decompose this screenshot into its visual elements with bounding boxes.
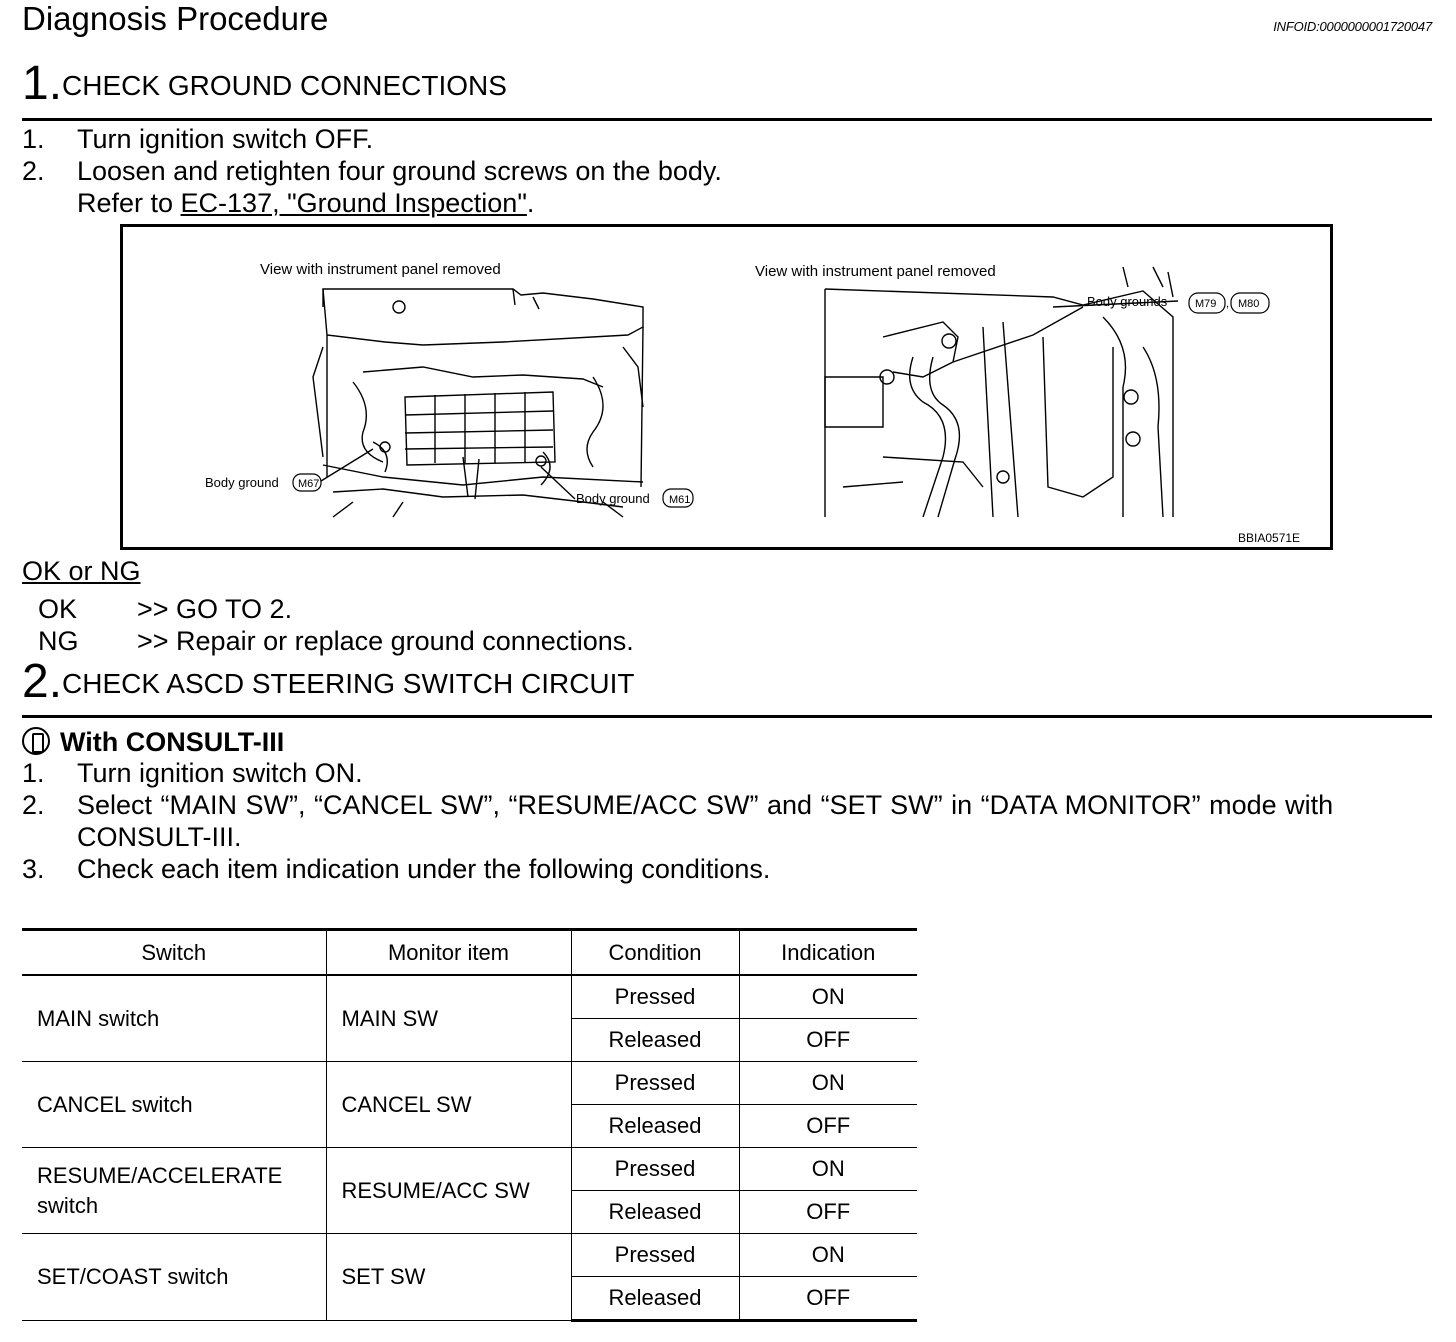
table-row (22, 1062, 917, 1105)
ground-location-figure (120, 224, 1333, 550)
condition-cell: Released (571, 1277, 739, 1321)
switch-cell: SET/COAST switch (22, 1234, 326, 1321)
header-indication: Indication (739, 930, 917, 976)
switch-cell: CANCEL switch (22, 1062, 326, 1148)
switch-cell: MAIN switch (22, 975, 326, 1062)
indication-cell: OFF (739, 1277, 917, 1321)
step2-item-1: 1. Turn ignition switch ON. (22, 758, 363, 788)
condition-cell: Released (571, 1191, 739, 1234)
condition-cell: Pressed (571, 1062, 739, 1105)
step2-heading (22, 655, 635, 708)
table-row (22, 1234, 917, 1277)
ground-inspection-link[interactable]: EC-137, "Ground Inspection" (180, 188, 527, 218)
monitor-cell: RESUME/ACC SW (326, 1148, 571, 1234)
header-switch: Switch (22, 930, 326, 976)
result-ok: OK >> GO TO 2. (38, 594, 293, 624)
indication-cell: ON (739, 975, 917, 1019)
label-body-ground-m67: Body ground (205, 475, 279, 490)
table-row (22, 1148, 917, 1191)
header-condition: Condition (571, 930, 739, 976)
figure-code: BBIA0571E (1238, 531, 1301, 545)
label-body-grounds: Body grounds (1087, 294, 1168, 309)
step1-item-2: 2. Loosen and retighten four ground screws on the body. (22, 156, 722, 186)
step2-item-2: 2. Select “MAIN SW”, “CANCEL SW”, “RESUME/ACC SW” and “SET SW” in “DATA MONITOR” mode with (22, 790, 1334, 820)
step1-number: 1. (22, 57, 63, 110)
indication-cell: OFF (739, 1105, 917, 1148)
consult-icon (22, 727, 50, 755)
step1-item-1: 1. Turn ignition switch OFF. (22, 124, 374, 154)
step2-rule (22, 715, 1432, 718)
page-title: Diagnosis Procedure (22, 0, 329, 37)
indication-cell: OFF (739, 1019, 917, 1062)
condition-cell: Released (571, 1105, 739, 1148)
step2-number: 2. (22, 655, 63, 708)
left-panel-drawing (313, 289, 643, 517)
step1-rule (22, 118, 1432, 121)
conn-m61: M61 (669, 494, 691, 506)
ground-diagram (123, 227, 1330, 547)
indication-cell: ON (739, 1062, 917, 1105)
indication-cell: ON (739, 1148, 917, 1191)
switch-cell: RESUME/ACCELERATE switch (22, 1148, 326, 1234)
header-monitor-item: Monitor item (326, 930, 571, 976)
step2-item-2-cont: CONSULT-III. (77, 822, 242, 852)
condition-cell: Pressed (571, 975, 739, 1019)
step2-title: CHECK ASCD STEERING SWITCH CIRCUIT (62, 668, 635, 699)
condition-cell: Pressed (571, 1148, 739, 1191)
condition-cell: Released (571, 1019, 739, 1062)
monitor-cell: MAIN SW (326, 975, 571, 1062)
step1-title: CHECK GROUND CONNECTIONS (62, 70, 507, 101)
monitor-cell: CANCEL SW (326, 1062, 571, 1148)
table-row (22, 975, 917, 1019)
monitor-cell: SET SW (326, 1234, 571, 1321)
info-id: INFOID:0000000001720047 (1273, 19, 1432, 34)
step1-heading (22, 57, 507, 110)
conn-sep: , (1226, 298, 1230, 310)
monitor-table (22, 928, 917, 1322)
consult-heading (22, 727, 284, 758)
step2-item-3: 3. Check each item indication under the following conditions. (22, 854, 771, 884)
result-ng: NG >> Repair or replace ground connections. (38, 626, 634, 656)
table-header-row (22, 930, 917, 976)
label-body-ground-m61: Body ground (576, 491, 650, 506)
condition-cell: Pressed (571, 1234, 739, 1277)
indication-cell: ON (739, 1234, 917, 1277)
ok-or-ng-title: OK or NG (22, 556, 141, 586)
conn-m67: M67 (298, 478, 320, 490)
conn-m80: M80 (1238, 298, 1260, 310)
indication-cell: OFF (739, 1191, 917, 1234)
step1-refer: Refer to EC-137, "Ground Inspection". (77, 188, 535, 218)
conn-m79: M79 (1195, 298, 1217, 310)
consult-label: With CONSULT-III (60, 727, 285, 757)
left-caption: View with instrument panel removed (260, 261, 501, 278)
right-caption: View with instrument panel removed (755, 263, 996, 280)
